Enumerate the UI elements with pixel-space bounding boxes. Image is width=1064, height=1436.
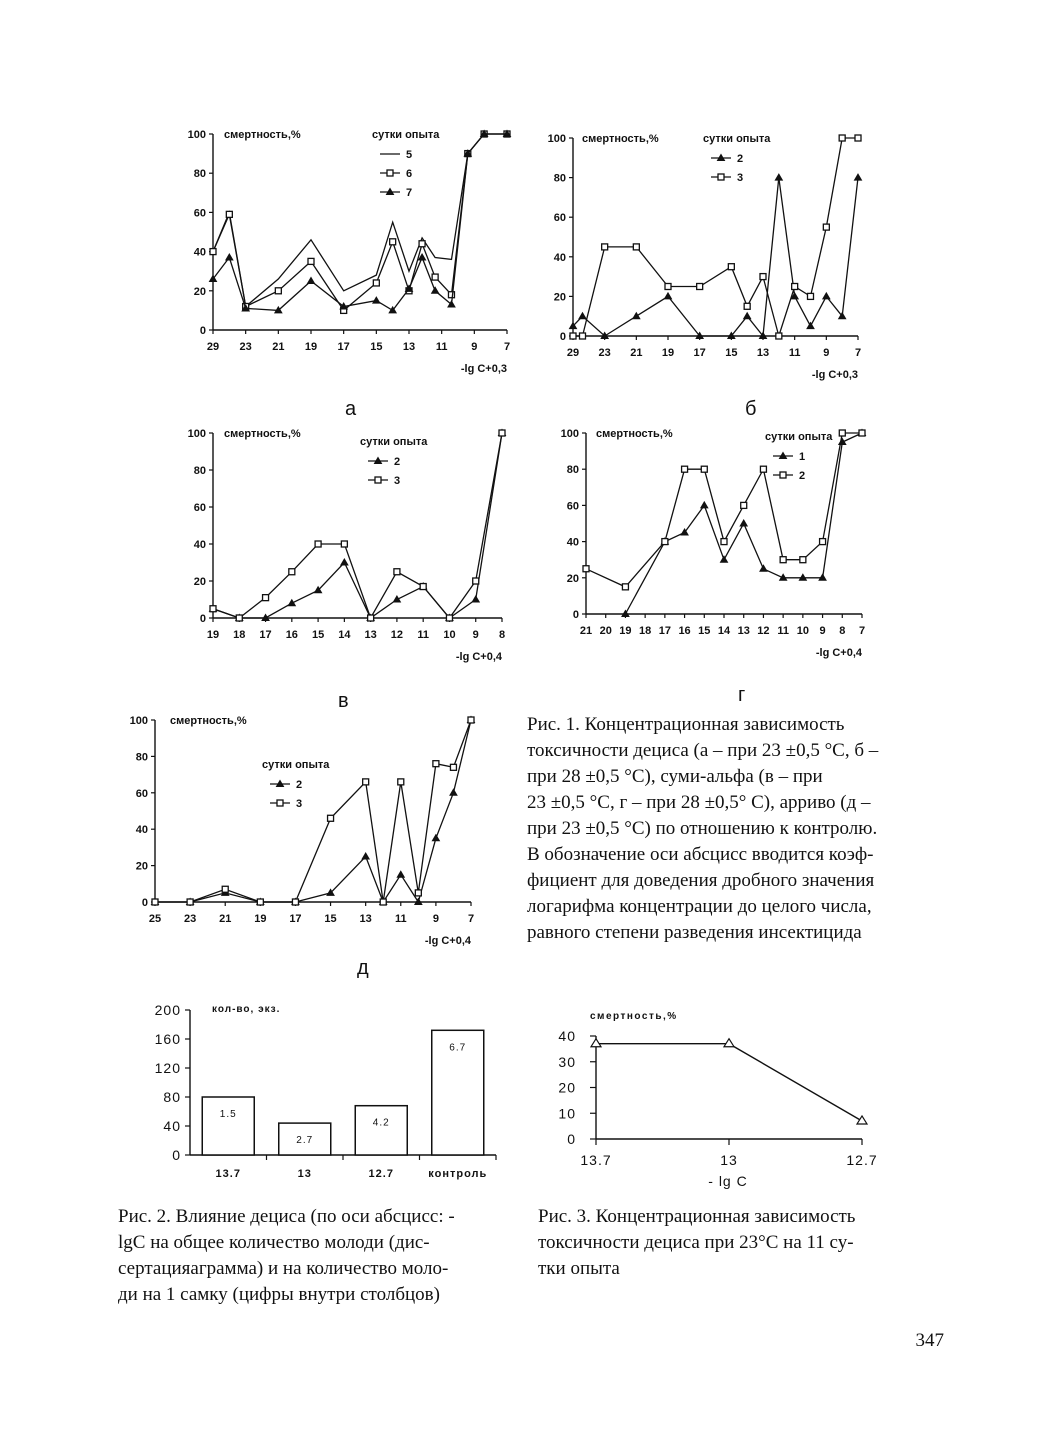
data-point	[363, 779, 369, 785]
legend-title: сутки опыта	[765, 431, 833, 443]
y-tick-label: 10	[558, 1105, 576, 1122]
legend-title: сутки опыта	[360, 436, 428, 448]
y-tick-label: 80	[135, 751, 148, 764]
y-tick-label: 40	[193, 539, 206, 551]
data-point	[780, 557, 786, 563]
x-tick-label: 15	[725, 347, 738, 359]
data-point	[187, 899, 193, 905]
legend-label: 1	[799, 451, 806, 463]
x-tick-label: 9	[471, 341, 478, 353]
y-tick-label: 80	[193, 168, 206, 181]
y-tick-label: 100	[187, 129, 206, 141]
x-tick-label: 18	[233, 629, 246, 641]
y-tick-label: 60	[566, 500, 579, 513]
x-tick-label: 19	[661, 347, 675, 359]
series-2-line	[155, 720, 471, 902]
data-point	[373, 280, 379, 286]
x-tick-label: 11	[417, 629, 430, 641]
data-point	[602, 244, 608, 250]
bar-data-label: 2.7	[296, 1135, 314, 1147]
data-point	[580, 333, 586, 339]
data-point	[450, 789, 457, 795]
data-point	[662, 539, 668, 545]
panel-letter: в	[338, 690, 349, 712]
data-point	[210, 249, 216, 255]
x-tick-label: 14	[338, 629, 351, 641]
legend-label: 2	[737, 153, 744, 165]
data-point	[390, 239, 396, 245]
figure-3-caption: Рис. 3. Концентрационная зависимость токсичности дециса при 23°С на 11 су- тки опыта	[538, 1206, 856, 1279]
legend-label: 2	[394, 456, 401, 468]
y-tick-label: 40	[558, 1028, 576, 1044]
legend-label: 2	[296, 779, 303, 791]
y-tick-label: 20	[558, 1079, 576, 1096]
data-point	[583, 566, 589, 572]
fig1g-chart	[561, 428, 866, 706]
x-tick-label: 19	[304, 341, 318, 353]
x-tick-label: 21	[630, 347, 643, 359]
fig1v-chart	[188, 428, 506, 712]
y-tick-label: 100	[547, 133, 566, 145]
data-point	[432, 835, 439, 841]
data-point	[362, 853, 369, 859]
x-tick-label: 13	[297, 1168, 312, 1180]
data-point	[633, 244, 639, 250]
x-tick-label: 13	[364, 629, 377, 641]
data-point	[855, 174, 862, 180]
data-point	[472, 596, 479, 602]
x-tick-label: 19	[254, 913, 267, 925]
x-tick-label: 10	[796, 625, 809, 637]
x-tick-label: 11	[435, 341, 448, 353]
data-point	[839, 430, 845, 436]
data-point	[775, 174, 782, 180]
data-point	[728, 264, 734, 270]
series-2-line	[213, 433, 502, 618]
x-tick-label: 23	[183, 913, 197, 925]
x-tick-label: 7	[858, 625, 866, 637]
x-tick-label: 13	[737, 625, 750, 637]
data-point	[289, 569, 295, 575]
panel-letter: д	[357, 957, 369, 979]
x-tick-label: 15	[370, 341, 383, 353]
legend-label: 5	[406, 149, 413, 161]
x-tick-label: 17	[259, 629, 272, 641]
data-point	[397, 871, 404, 877]
data-point	[394, 569, 400, 575]
figure-1-caption: Рис. 1. Концентрационная зависимость токсичности дециса (а – при 23 ±0,5 °С, б – при 28 ±0,5 °С), суми-альфа (в – при 23 ±0,5 °С, г – при 28 ±0,5° С), арриво (д – при 23 ±0,5 °С) по отношению к контролю. В обозначение оси абсцисс вводится коэф- фициент для доведения дробного значения логарифма концентрации до целого числа, равного степени разведения инсектицида	[527, 714, 879, 943]
data-point	[744, 303, 750, 309]
legend-label: 3	[394, 475, 401, 487]
data-point	[697, 284, 703, 290]
legend-label: 6	[406, 168, 413, 180]
data-point	[263, 595, 269, 601]
x-tick-label: 20	[599, 625, 612, 637]
x-tick-label: 13	[720, 1152, 738, 1168]
data-point	[380, 899, 386, 905]
x-tick-label: 8	[498, 629, 506, 641]
data-point	[499, 430, 505, 436]
legend-label: 7	[406, 187, 413, 199]
series-2-line	[573, 178, 858, 336]
y-tick-label: 20	[193, 285, 206, 298]
y-tick-label: 40	[193, 246, 206, 259]
data-point	[222, 886, 228, 892]
data-point	[701, 466, 707, 472]
y-tick-label: 80	[566, 464, 579, 477]
x-tick-label: 12.7	[368, 1168, 394, 1180]
x-tick-label: 9	[432, 913, 439, 925]
y-tick-label: 30	[558, 1053, 576, 1070]
series-7-line	[213, 134, 507, 310]
series-3-line	[573, 138, 858, 336]
x-tick-label: 12	[757, 625, 770, 637]
x-tick-label: 21	[579, 625, 593, 637]
x-axis-label: - lg C	[708, 1173, 748, 1189]
x-tick-label: 17	[693, 347, 706, 359]
x-tick-label: 10	[443, 629, 456, 641]
y-tick-label: 40	[553, 251, 566, 264]
data-point	[210, 606, 216, 612]
x-tick-label: 11	[394, 913, 407, 925]
bar-data-label: 4.2	[372, 1117, 390, 1129]
x-tick-label: 13	[359, 913, 372, 925]
figure-2-caption: Рис. 2. Влияние дециса (по оси абсцисс: - lgC на общее количество молоди (дис- сертацияаграмма) и на количество моло- ди на 1 самку (цифры внутри столбцов)	[118, 1206, 455, 1305]
y-tick-label: 60	[553, 212, 566, 225]
legend-label: 2	[799, 470, 806, 482]
series-5-line	[213, 134, 507, 307]
legend-title: сутки опыта	[372, 129, 440, 141]
data-point	[570, 333, 576, 339]
legend-title: сутки опыта	[703, 133, 771, 145]
data-point	[450, 764, 456, 770]
y-axis-label: смертность,%	[596, 428, 673, 440]
data-point	[579, 313, 586, 319]
x-tick-label: 21	[219, 913, 232, 925]
y-tick-label: 0	[172, 1147, 181, 1163]
data-point	[744, 313, 751, 319]
x-tick-label: 7	[503, 341, 511, 353]
y-tick-label: 20	[135, 860, 148, 873]
y-tick-label: 0	[141, 897, 148, 909]
legend-marker	[718, 174, 724, 180]
data-point	[760, 466, 766, 472]
data-point	[776, 333, 782, 339]
data-point	[807, 323, 814, 329]
y-tick-label: 0	[572, 609, 579, 621]
y-tick-label: 60	[193, 207, 206, 220]
y-tick-label: 80	[163, 1089, 181, 1105]
x-tick-label: 15	[324, 913, 337, 925]
page-number: 347	[915, 1330, 944, 1351]
x-tick-label: 15	[698, 625, 711, 637]
y-tick-label: 60	[135, 787, 148, 800]
x-axis-label: -lg C+0,3	[811, 369, 858, 381]
legend-marker	[387, 170, 393, 176]
data-point	[473, 578, 479, 584]
x-tick-label: 17	[658, 625, 671, 637]
data-point	[236, 615, 242, 621]
data-point	[373, 297, 380, 303]
data-point	[468, 717, 474, 723]
x-tick-label: контроль	[428, 1168, 488, 1180]
y-tick-label: 200	[154, 1002, 181, 1018]
y-tick-label: 40	[163, 1118, 181, 1134]
data-point	[800, 557, 806, 563]
fig1a-chart	[188, 129, 511, 420]
data-point	[808, 293, 814, 299]
x-tick-label: 14	[717, 625, 731, 637]
fig1d-chart	[130, 715, 475, 979]
x-tick-label: 13.7	[215, 1168, 241, 1180]
data-point	[820, 539, 826, 545]
data-point	[855, 135, 861, 141]
data-point	[308, 258, 314, 264]
y-axis-label: смертность,%	[170, 715, 247, 727]
x-tick-label: 11	[788, 347, 801, 359]
legend-marker	[277, 800, 283, 806]
bar-data-label: 1.5	[219, 1109, 237, 1120]
x-axis-label: -lg C+0,4	[424, 935, 471, 947]
data-point	[760, 274, 766, 280]
y-tick-label: 160	[154, 1031, 181, 1047]
bar-data-label: 6.7	[449, 1042, 467, 1054]
y-axis-label: смертность,%	[590, 1011, 678, 1022]
y-tick-label: 80	[553, 172, 566, 185]
panel-letter: а	[345, 398, 357, 420]
x-axis-label: -lg C+0,4	[815, 647, 862, 659]
y-tick-label: 60	[193, 502, 206, 514]
y-tick-label: 0	[567, 1131, 576, 1147]
x-axis-label: -lg C+0,3	[460, 363, 507, 375]
y-tick-label: 0	[199, 613, 206, 625]
data-point	[724, 1039, 734, 1047]
x-tick-label: 9	[819, 625, 826, 637]
x-tick-label: 13	[756, 347, 770, 359]
x-tick-label: 29	[566, 347, 580, 359]
data-point	[433, 761, 439, 767]
fig2-chart	[155, 1002, 496, 1180]
legend-title: сутки опыта	[262, 759, 330, 771]
x-tick-label: 12	[390, 629, 404, 641]
data-point	[591, 1039, 601, 1047]
y-tick-label: 20	[193, 576, 206, 588]
data-point	[823, 224, 829, 230]
fig1b-chart	[548, 133, 862, 420]
y-axis-label: смертность,%	[224, 129, 301, 141]
y-tick-label: 0	[199, 325, 206, 337]
x-tick-label: 21	[272, 341, 285, 353]
x-tick-label: 18	[639, 625, 652, 637]
data-point	[275, 288, 281, 294]
y-tick-label: 100	[560, 428, 579, 440]
x-tick-label: 15	[311, 629, 325, 641]
data-point	[432, 287, 439, 293]
y-tick-label: 120	[154, 1060, 181, 1076]
bar	[355, 1106, 407, 1155]
y-tick-label: 80	[193, 465, 206, 477]
data-point	[315, 541, 321, 547]
data-point	[823, 293, 830, 299]
x-tick-label: 16	[285, 629, 298, 641]
data-point	[859, 430, 865, 436]
y-tick-label: 40	[566, 536, 579, 549]
x-tick-label: 23	[239, 341, 252, 353]
x-tick-label: 9	[823, 347, 830, 359]
x-tick-label: 19	[206, 629, 220, 641]
data-point	[419, 241, 425, 247]
x-tick-label: 23	[598, 347, 611, 359]
data-point	[665, 293, 672, 299]
data-point	[368, 615, 374, 621]
data-point	[721, 539, 727, 545]
data-point	[740, 520, 747, 526]
x-tick-label: 19	[619, 625, 632, 637]
y-tick-label: 100	[187, 428, 206, 440]
data-point	[292, 899, 298, 905]
data-point	[622, 584, 628, 590]
series-6-line	[213, 134, 507, 310]
legend-marker	[780, 472, 786, 478]
x-tick-label: 17	[337, 341, 350, 353]
panel-letter: г	[738, 684, 746, 706]
legend-marker	[375, 477, 381, 483]
data-point	[741, 502, 747, 508]
series-line	[596, 1044, 862, 1121]
y-axis-label: смертность,%	[582, 133, 659, 145]
data-point	[682, 466, 688, 472]
series-2-line	[586, 433, 862, 587]
y-tick-label: 100	[129, 715, 148, 727]
x-tick-label: 8	[839, 625, 846, 637]
data-point	[420, 584, 426, 590]
data-point	[432, 274, 438, 280]
x-tick-label: 13	[402, 341, 416, 353]
panel-letter: б	[745, 398, 757, 420]
y-axis-label: кол-во, экз.	[212, 1004, 281, 1015]
data-point	[633, 313, 640, 319]
y-tick-label: 20	[566, 572, 579, 585]
data-point	[701, 502, 708, 508]
data-point	[308, 278, 315, 284]
data-point	[792, 284, 798, 290]
y-axis-label: смертность,%	[224, 428, 301, 440]
data-point	[341, 559, 348, 565]
data-point	[398, 779, 404, 785]
data-point	[857, 1116, 867, 1124]
x-tick-label: 11	[777, 625, 789, 637]
y-tick-label: 20	[553, 291, 566, 304]
x-tick-label: 16	[678, 625, 691, 637]
x-tick-label: 13.7	[580, 1152, 612, 1168]
data-point	[152, 899, 158, 905]
legend-label: 3	[296, 798, 303, 810]
x-tick-label: 7	[854, 347, 862, 359]
x-tick-label: 12.7	[846, 1152, 878, 1168]
x-tick-label: 29	[206, 341, 220, 353]
data-point	[839, 135, 845, 141]
data-point	[226, 254, 233, 260]
data-point	[328, 815, 334, 821]
x-tick-label: 17	[289, 913, 302, 925]
data-point	[721, 556, 728, 562]
bar	[202, 1097, 254, 1155]
data-point	[448, 292, 454, 298]
x-tick-label: 9	[472, 629, 479, 641]
data-point	[446, 615, 452, 621]
y-tick-label: 0	[559, 331, 566, 343]
data-point	[257, 899, 263, 905]
y-tick-label: 40	[135, 824, 148, 837]
data-point	[415, 890, 421, 896]
data-point	[760, 565, 767, 571]
series-3-line	[155, 720, 471, 902]
x-tick-label: 25	[148, 913, 162, 925]
x-tick-label: 7	[467, 913, 475, 925]
legend-label: 3	[737, 172, 744, 184]
data-point	[341, 541, 347, 547]
fig3-chart	[558, 1011, 877, 1189]
x-axis-label: -lg C+0,4	[455, 651, 502, 663]
data-point	[665, 284, 671, 290]
data-point	[226, 211, 232, 217]
